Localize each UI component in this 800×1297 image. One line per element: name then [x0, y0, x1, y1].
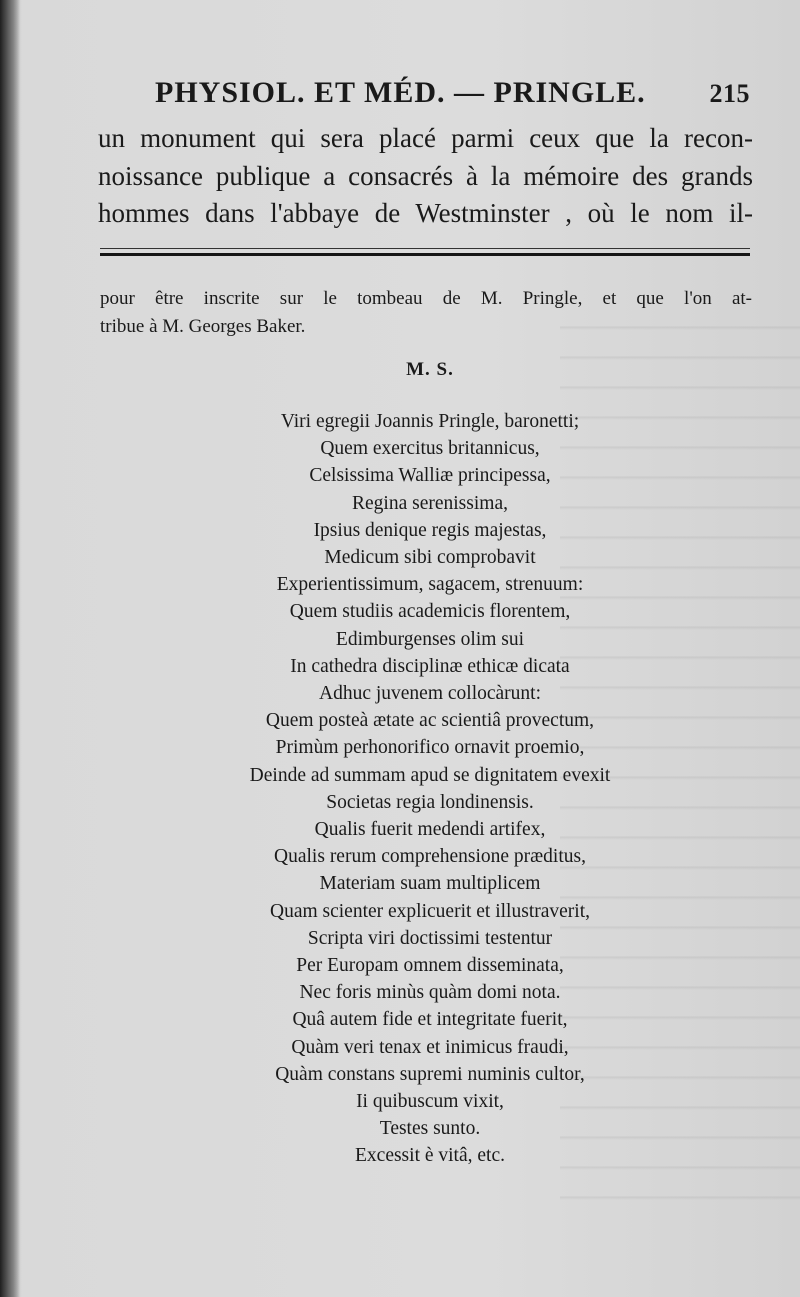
epitaph-line: Deinde ad summam apud se dignitatem evexit [249, 764, 611, 786]
epitaph-line: Per Europam omnem disseminata, [296, 955, 564, 977]
epitaph-heading: M. S. [406, 359, 454, 380]
epitaph-line: Celsissima Walliæ principessa, [309, 465, 551, 487]
epitaph-line: Ii quibuscum vixit, [356, 1091, 504, 1113]
epitaph-line: Experientissimum, sagacem, strenuum: [276, 574, 584, 596]
main-text-line: hommes dans l'abbaye de Westminster , où le nom il- [98, 198, 753, 228]
epitaph-line: Regina serenissima, [352, 492, 508, 514]
epitaph-line: Quem studiis academicis florentem, [289, 601, 571, 623]
footnote [100, 285, 752, 341]
footnote-rule [100, 253, 750, 256]
page-number: 215 [709, 79, 750, 108]
main-text-line: un monument qui sera placé parmi ceux que la recon- [98, 123, 753, 153]
epitaph-line: Qualis rerum comprehensione præditus, [274, 846, 586, 868]
epitaph-line: Scripta viri doctissimi testentur [307, 927, 553, 949]
epitaph-line: Excessit è vitâ, etc. [355, 1145, 505, 1167]
epitaph-line: Societas regia londinensis. [326, 791, 534, 813]
main-text [98, 120, 753, 233]
epitaph-line: Medicum sibi comprobavit [324, 547, 536, 569]
epitaph-line: Qualis fuerit medendi artifex, [314, 819, 546, 841]
epitaph-line: Testes sunto. [379, 1118, 481, 1140]
epitaph-line: In cathedra disciplinæ ethicæ dicata [290, 655, 570, 677]
epitaph-line: Ipsius denique regis majestas, [313, 519, 547, 541]
epitaph [100, 408, 760, 1170]
binding-shadow [0, 0, 20, 1297]
running-title: PHYSIOL. ET MÉD. — PRINGLE. [155, 76, 646, 109]
epitaph-line: Quàm veri tenax et inimicus fraudi, [291, 1036, 569, 1058]
epitaph-line: Quem posteà ætate ac scientiâ provectum, [265, 710, 595, 732]
epitaph-line: Edimburgenses olim sui [335, 628, 525, 650]
epitaph-line: Quam scienter explicuerit et illustraverit, [269, 900, 590, 922]
epitaph-line: Quâ autem fide et integritate fuerit, [292, 1009, 568, 1031]
footnote-line: tribue à M. Georges Baker. [100, 316, 306, 337]
epitaph-line: Materiam suam multiplicem [319, 873, 541, 895]
epitaph-line: Viri egregii Joannis Pringle, baronetti; [280, 411, 580, 432]
main-text-line: noissance publique a consacrés à la mémoire des grands [98, 160, 753, 191]
epitaph-line: Quàm constans supremi numinis cultor, [275, 1063, 585, 1085]
running-header [155, 76, 750, 110]
footnote-line: pour être inscrite sur le tombeau de M. Pringle, et que l'on at- [100, 288, 752, 309]
epitaph-line: Nec foris minùs quàm domi nota. [299, 982, 561, 1004]
epitaph-line: Quem exercitus britannicus, [320, 438, 540, 460]
epitaph-line: Adhuc juvenem collocàrunt: [318, 683, 541, 705]
epitaph-line: Primùm perhonorifico ornavit proemio, [275, 737, 585, 759]
